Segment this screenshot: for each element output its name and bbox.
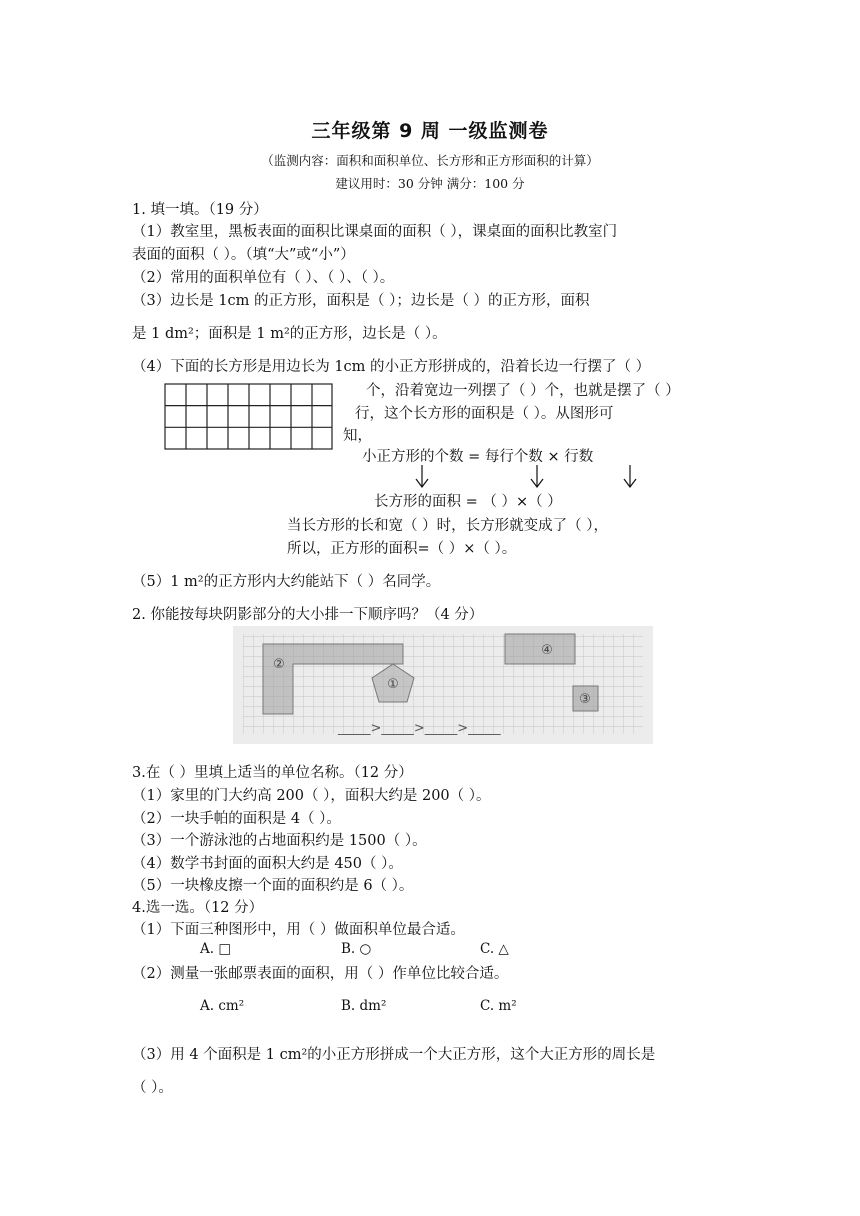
q1-1-line1: （1）教室里，黑板表面的面积比课桌面的面积（ ），课桌面的面积比教室门: [132, 224, 618, 240]
q4-2: （2）测量一张邮票表面的面积，用（ ）作单位比较合适。: [132, 966, 509, 982]
q1-4-line6: 所以，正方形的面积=（ ）×（ ）。: [287, 541, 517, 557]
q1-4-line1: （4）下面的长方形是用边长为 1cm 的小正方形拼成的，沿着长边一行摆了（ ）: [132, 359, 651, 375]
rectangle-grid-figure: [164, 383, 334, 451]
shaded-shapes-figure: [233, 626, 653, 744]
formula-bottom: 长方形的面积 = （ ）×（ ）: [374, 494, 562, 510]
q3-item: （2）一块手帕的面积是 4（ ）。: [132, 811, 341, 827]
q3-item: （3）一个游泳池的占地面积约是 1500（ ）。: [132, 833, 427, 849]
q4-2-option-c: C. m²: [480, 998, 517, 1014]
q4-1: （1）下面三种图形中，用（ ）做面积单位最合适。: [132, 922, 465, 938]
q4-2-option-a: A. cm²: [200, 998, 245, 1014]
q1-5: （5）1 m²的正方形内大约能站下（ ）名同学。: [132, 574, 441, 590]
q1-heading: 1. 填一填。（19 分）: [132, 202, 268, 218]
q4-1-option-b: B. ○: [341, 941, 372, 957]
q1-4-line2: 个，沿着宽边一列摆了（ ）个，也就是摆了（ ）: [366, 383, 680, 399]
q1-4-line5: 当长方形的长和宽（ ）时，长方形就变成了（ ），: [287, 518, 608, 534]
test-meta: 建议用时：30 分钟 满分：100 分: [335, 176, 525, 191]
page-title: 三年级第 9 周 一级监测卷: [311, 120, 549, 142]
q4-3-line1: （3）用 4 个面积是 1 cm²的小正方形拼成一个大正方形，这个大正方形的周长是: [132, 1047, 656, 1063]
label-shape-3: ③: [579, 692, 591, 707]
q4-1-option-c: C. △: [480, 941, 509, 957]
q3-item: （5）一块橡皮擦一个面的面积约是 6（ ）。: [132, 878, 414, 894]
q1-2: （2）常用的面积单位有（ ）、（ ）、（ ）。: [132, 270, 395, 286]
q4-heading: 4.选一选。（12 分）: [132, 900, 264, 916]
formula-top: 小正方形的个数 = 每行个数 × 行数: [362, 449, 594, 465]
test-scope: （监测内容：面积和面积单位、长方形和正方形面积的计算）: [261, 153, 599, 168]
q1-3-line1: （3）边长是 1cm 的正方形，面积是（ ）；边长是（ ）的正方形，面积: [132, 293, 590, 309]
order-blanks: _____>_____>_____>_____: [338, 721, 501, 736]
q3-heading: 3.在（ ）里填上适当的单位名称。（12 分）: [132, 765, 413, 781]
q1-4-line4: 知，: [343, 428, 372, 444]
label-shape-4: ④: [541, 643, 553, 658]
q3-item: （4）数学书封面的面积大约是 450（ ）。: [132, 856, 403, 872]
q1-3-line2: 是 1 dm²；面积是 1 m²的正方形，边长是（ ）。: [132, 326, 447, 342]
q1-1-line2: 表面的面积（ ）。（填“大”或“小”）: [132, 247, 355, 263]
q2-heading: 2. 你能按每块阴影部分的大小排一下顺序吗？（4 分）: [132, 607, 484, 623]
label-shape-2: ②: [273, 657, 285, 672]
q4-1-option-a: A. □: [200, 941, 232, 957]
q1-4-line3: 行，这个长方形的面积是（ ）。从图形可: [355, 406, 614, 422]
q4-3-line2: （ ）。: [132, 1080, 173, 1096]
q3-item: （1）家里的门大约高 200（ ），面积大约是 200（ ）。: [132, 788, 491, 804]
label-shape-1: ①: [387, 677, 399, 692]
down-arrows-icon: [400, 464, 650, 490]
q4-2-option-b: B. dm²: [341, 998, 387, 1014]
